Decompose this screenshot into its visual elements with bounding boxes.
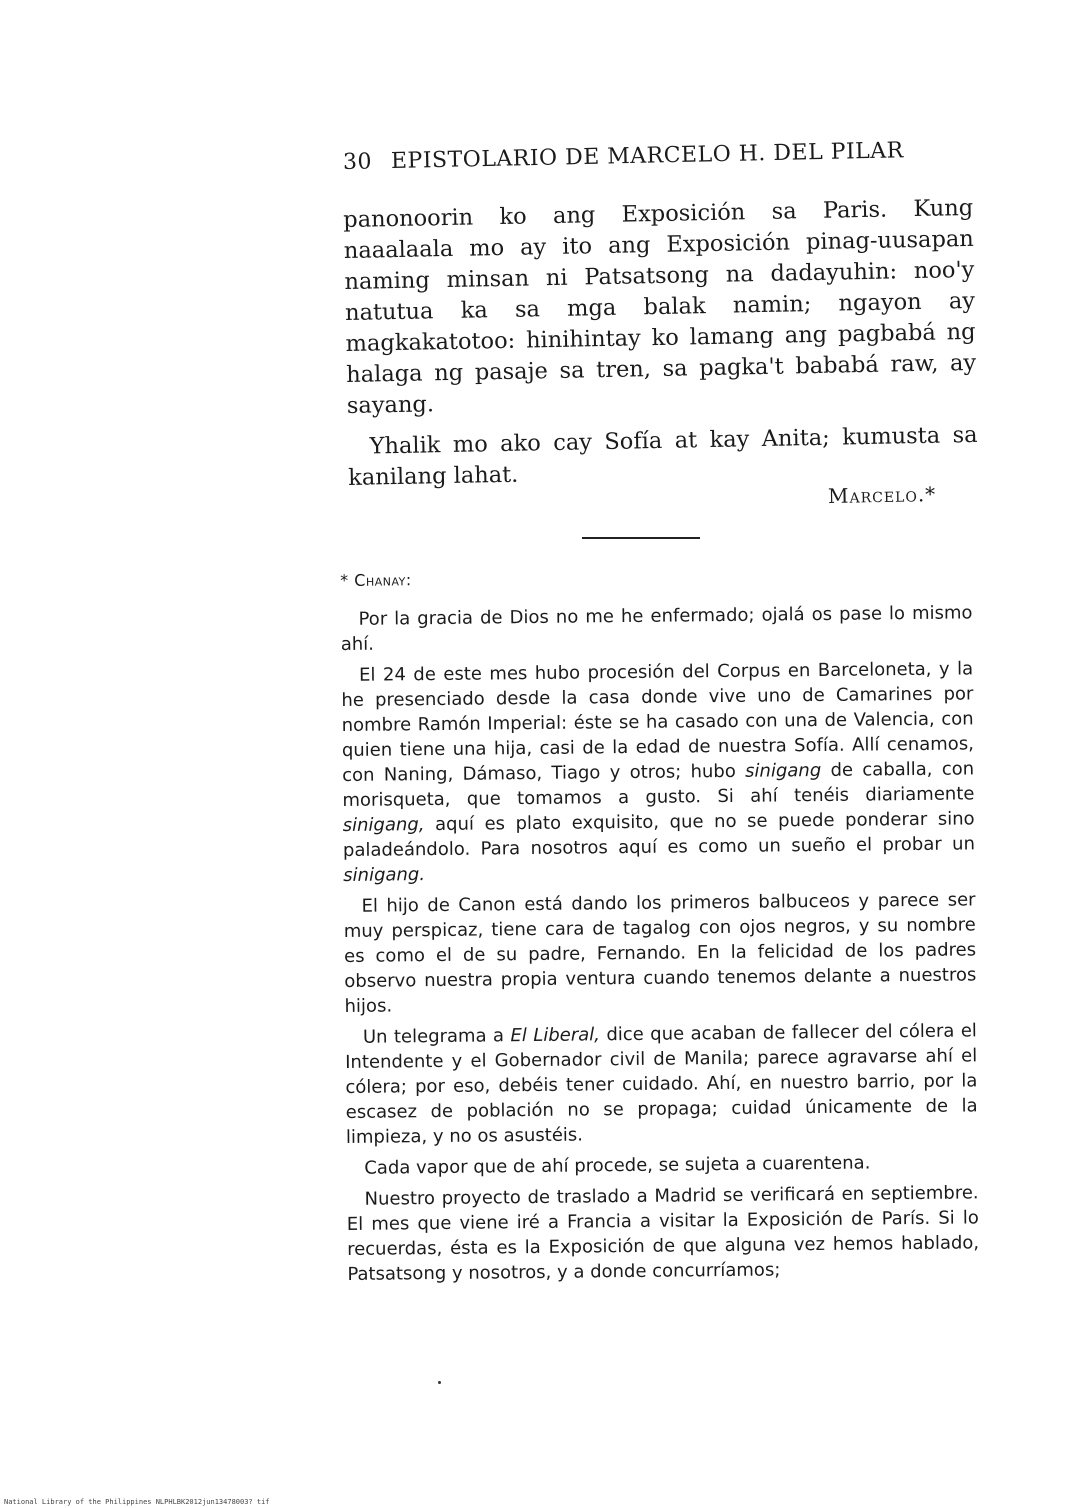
italic-term: El Liberal, <box>510 1024 601 1047</box>
footnote-text: de caballa, con morisqueta, que tomamos a gusto. Si ahí tenéis diariamente <box>342 758 975 811</box>
footnote-text: aquí es plato exquisito, que no se puede ponderar sino paladeándolo. Para nosotros aquí es como un sueño el probar un <box>342 808 976 861</box>
footnote-block <box>340 561 980 1293</box>
footnote-label: * Chanay: <box>340 570 412 590</box>
signature: Marcelo.* <box>827 482 937 508</box>
section-divider <box>582 537 700 539</box>
running-title: EPISTOLARIO DE MARCELO H. DEL PILAR <box>390 138 904 174</box>
letter-body <box>343 193 979 504</box>
footnote-paragraph-2 <box>341 656 975 888</box>
footnote-paragraph-3: El hijo de Canon está dando los primeros balbuceos y parece ser muy perspicaz, tiene cara de tagalog con ojos negros, y su nombre es como el de su padre, Fernando. En la felicidad de los padres observo nuestra propia ventura cuando tenemos delante a nuestros hijos. <box>343 889 977 1017</box>
footnote-text: Un telegrama a <box>362 1025 505 1048</box>
footnote-paragraph-5: Cada vapor que de ahí procede, se sujeta a cuarentena. <box>364 1152 871 1179</box>
scan-speck <box>438 1381 441 1384</box>
page-header <box>343 138 903 175</box>
footnote-paragraph-1: Por la gracia de Dios no me he enfermado; ojalá os pase lo mismo ahí. <box>340 602 973 655</box>
footnote-text: dice que acaban de fallecer del cólera el Intendente y el Gobernador civil de Manila; parece agravarse ahí el cólera; por eso, debéis tener cuidado. Ahí, en nuestro barrio, por la escasez de población no se propaga; cuidad únicamente de la limpieza, y no os asustéis. <box>345 1020 978 1148</box>
body-paragraph-1: panonoorin ko ang Exposición sa Paris. Kung naaalaala mo ay ito ang Exposición pinag-uusapan naming minsan ni Patsatsong na dadayuhin: noo'y natutua ka sa mga balak namin; ngayon ay magkakatotoo: hinihintay ko lamang ang pagbabá ng halaga ng pasaje sa tren, sa pagka't bababá raw, ay sayang. <box>343 194 977 419</box>
italic-term: sinigang. <box>343 864 426 886</box>
footnote-paragraph-6: Nuestro proyecto de traslado a Madrid se verificará en septiembre. El mes que viene iré a Francia a visitar la Exposición de París. Si lo recuerdas, ésta es la Exposición de que alguna vez hemos hablado, Patsatsong y nosotros, y a donde concurríamos; <box>346 1182 980 1285</box>
footnote-text: El 24 de este mes hubo procesión del Corpus en Barceloneta, y la he presenciado desde la casa donde vive uno de Camarines por nombre Ramón Imperial: éste se ha casado con una de Valencia, con quien tiene una hija, casi de la edad de nuestra Sofía. Allí cenamos, con Naning, Dámaso, Tiago y otros; hubo <box>341 658 974 786</box>
body-paragraph-2: Yhalik mo ako cay Sofía at kay Anita; kumusta sa kanilang lahat. <box>347 421 978 491</box>
italic-term: sinigang <box>745 759 822 782</box>
italic-term: sinigang, <box>342 814 425 836</box>
scan-footer: National Library of the Philippines NLPHLBK2012jun13478003? tif <box>4 1498 270 1506</box>
footnote-paragraph-4 <box>345 1018 978 1150</box>
page-number: 30 <box>342 149 373 175</box>
